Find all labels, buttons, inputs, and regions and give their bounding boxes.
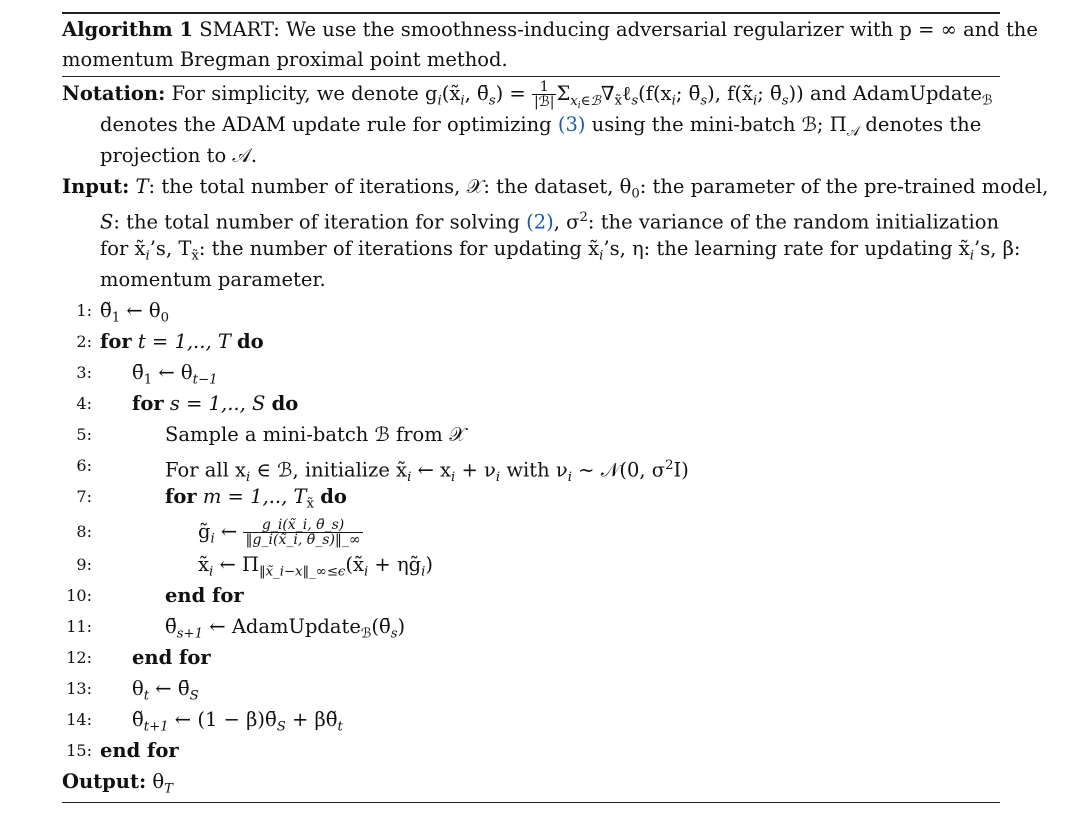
top-rule	[62, 12, 1000, 14]
input-label: Input:	[62, 175, 130, 198]
input-line-1: Input: T: the total number of iterations, 𝒳: the dataset, $\theta_0$: the parameter of the pre-trained model,	[62, 175, 1049, 202]
input-line-3: for $x̃_i’s$, $T_{x̃}$: the number of iterations for updating $x̃_i’s$, η: the learning rate for updating $x̃_i’s$, β:	[100, 237, 1021, 264]
output-line: Output: $\theta_T$	[62, 770, 173, 797]
normalized-gradient-fraction: $\frac{g\_i(x̃\_i, \thetā\_s)}{‖g\_i(x̃\_i, \thetā\_s)‖\_\infty}$	[245, 516, 361, 548]
bottom-rule	[62, 802, 1000, 803]
equation-ref-3[interactable]: (3)	[557, 113, 586, 136]
notation-line-2: denotes the ADAM update rule for optimizing (3) using the mini-batch ℬ; $\Pi_𝒜$ denotes the	[100, 113, 982, 140]
equation-ref-2[interactable]: (2)	[526, 210, 554, 234]
mid-rule	[62, 76, 1000, 77]
notation-line-3: projection to 𝒜.	[100, 144, 258, 167]
input-line-2: S: the total number of iteration for solving (2), $\sigma^2$: the variance of the random initialization	[100, 210, 1000, 234]
algorithm-label: Algorithm 1	[62, 18, 194, 41]
fraction-one-over-batch: $\frac{1}{\text{|ℬ|}}$	[533, 78, 555, 110]
caption-line-2: momentum Bregman proximal point method.	[62, 48, 508, 71]
notation-label: Notation:	[62, 82, 166, 105]
caption-text-1: SMART: We use the smoothness-inducing adversarial regularizer with p = ∞ and the	[199, 18, 1038, 41]
output-label: Output:	[62, 770, 147, 793]
notation-line-1: Notation: For simplicity, we denote $g_i(x̃_i$, $\thetā_s$) = $\frac{1}{\text{|ℬ|}}$ $\Sigma_{x_i\in ℬ}\nabla_{x̃}\ell_s(f(x_i$; $\thetā_s$), $f(x̃_i$; $\thetā_s$)) and AdamUpdate$_ℬ$	[62, 78, 993, 111]
caption-line-1	[62, 15, 1038, 45]
input-line-4: momentum parameter.	[100, 268, 326, 291]
